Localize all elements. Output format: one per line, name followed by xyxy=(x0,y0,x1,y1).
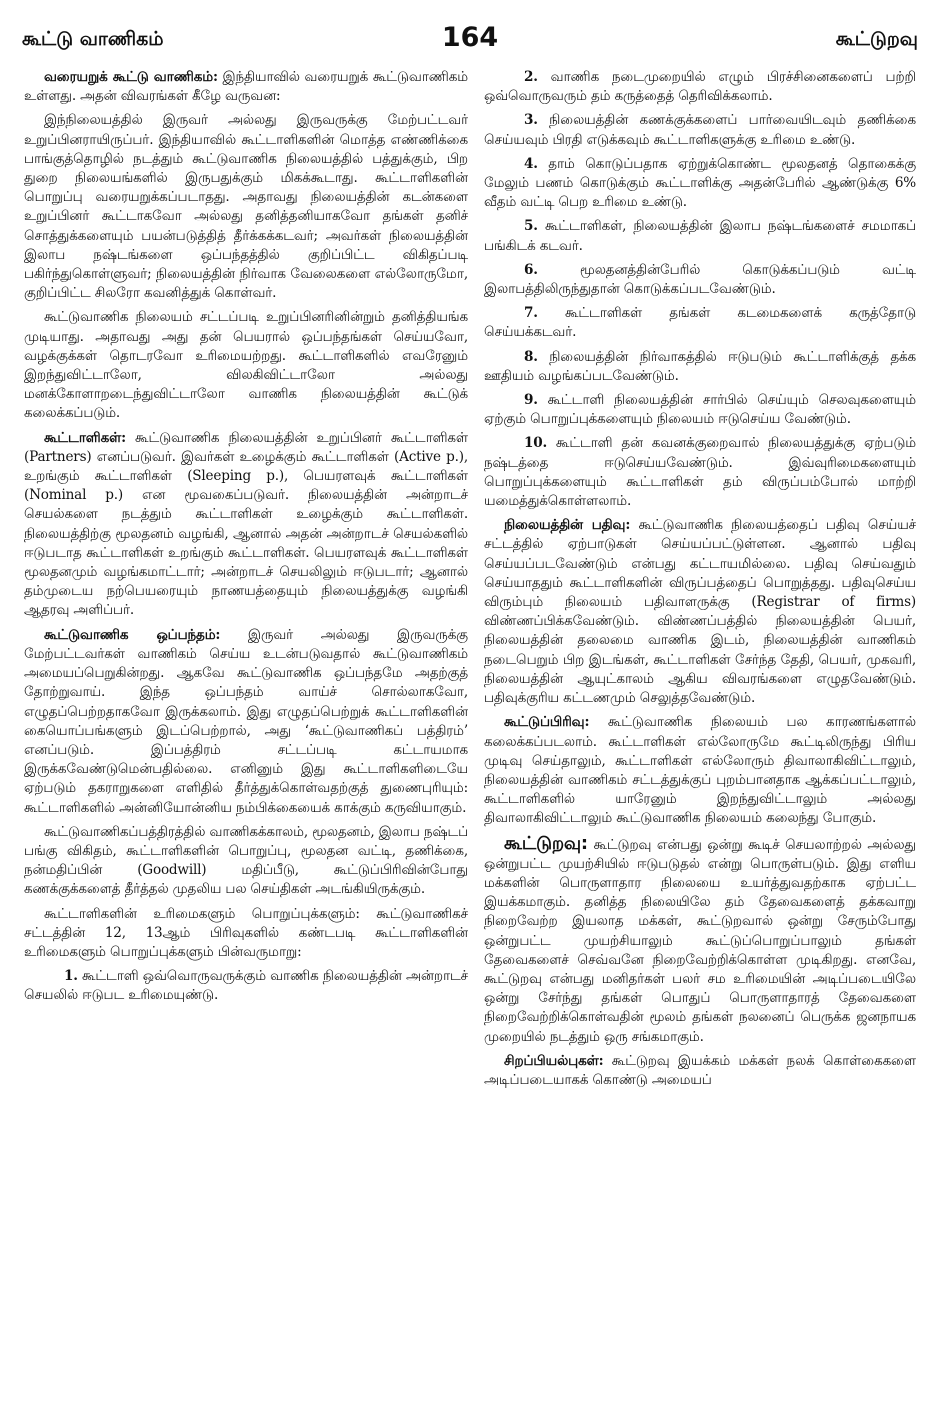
paragraph xyxy=(484,834,916,1047)
paragraph-text: கூட்டாளி ஒவ்வொருவருக்கும் வாணிக நிலையத்தின் அன்றாடச் செயலில் ஈடுபட உரிமையுண்டு. xyxy=(24,968,468,1004)
paragraph-text: கூட்டுவாணிக நிலையம் சட்டப்படி உறுப்பினரினின்றும் தனித்தியங்க முடியாது. அதாவது அது தன் பெயரால் ஒப்பந்தங்கள் செய்யவோ, வழக்குக்கள் தொடரவோ உரிமையற்றது. கூட்டாளிகளில் எவரேனும் இறந்துவிட்டாலோ, விலகிவிட்டாலோ அல்லது மனக்கோளாறடைந்துவிட்டாலோ வாணிக நிலையத்தின் கூட்டுக் கலைக்கப்படும். xyxy=(24,309,468,422)
paragraph-lead: கூட்டுவாணிக ஒப்பந்தம்: xyxy=(44,626,221,643)
paragraph-lead: கூட்டுப்பிரிவு: xyxy=(504,714,590,731)
paragraph xyxy=(24,905,468,963)
paragraph-lead: சிறப்பியல்புகள்: xyxy=(504,1052,604,1069)
paragraph xyxy=(484,217,916,255)
item-number: 2. xyxy=(524,69,538,85)
paragraph xyxy=(484,1052,916,1090)
paragraph-text: நிலையத்தின் நிர்வாகத்தில் ஈடுபடும் கூட்டாளிக்குத் தக்க ஊதியம் வழங்கப்படவேண்டும். xyxy=(484,348,916,384)
paragraph xyxy=(484,434,916,511)
paragraph-text: நிலையத்தின் கணக்குக்களைப் பார்வையிடவும் தணிக்கை செய்யவும் பிரதி எடுக்கவும் கூட்டாளிகளுக்கு உரிமை உண்டு. xyxy=(484,112,916,148)
paragraph xyxy=(484,111,916,149)
paragraph-text: கூட்டாளி தன் கவனக்குறைவால் நிலையத்துக்கு ஏற்படும் நஷ்டத்தை ஈடுசெய்யவேண்டும். இவ்வுரிமைகளையும் பொறுப்புக்களையும் கூட்டாளிகள் தம் விருப்பம்போல் மாற்றி யமைத்துக்கொள்ளலாம். xyxy=(484,435,916,510)
page-number: 164 xyxy=(441,22,499,53)
paragraph-lead: கூட்டாளிகள்: xyxy=(44,429,126,446)
paragraph xyxy=(24,823,468,900)
paragraph xyxy=(484,304,916,342)
paragraph-text: கூட்டுவாணிகப்பத்திரத்தில் வாணிகக்காலம், மூலதனம், இலாப நஷ்டப் பங்கு விகிதம், கூட்டாளிகளின் பொறுப்பு, மூலதன வட்டி, தணிக்கை, நன்மதிப்பின் (Goodwill) மதிப்பீடு, கூட்டுப்பிரிவின்போது கணக்குக்களைத் தீர்த்தல் முதலிய பல செய்திகள் அடங்கியிருக்கும். xyxy=(24,823,468,898)
item-number: 10. xyxy=(524,435,548,452)
left-column xyxy=(24,68,468,1408)
paragraph xyxy=(484,348,916,386)
running-head-right: கூட்டுறவு xyxy=(835,28,918,50)
paragraph-text: வாணிக நடைமுறையில் எழும் பிரச்சினைகளைப் பற்றி ஒவ்வொருவரும் தம் கருத்தைத் தெரிவிக்கலாம். xyxy=(484,69,916,105)
paragraph-text: இருவர் அல்லது இருவருக்கு மேற்பட்டவர்கள் வாணிகம் செய்ய உடன்படுவதால் கூட்டுவாணிகம் அமையப்பெறுகின்றது. ஆகவே கூட்டுவாணிக ஒப்பந்தமே அதற்குத் தோற்றுவாய். இந்த ஒப்பந்தம் வாய்ச் சொல்லாகவோ, எழுதப்பெற்றதாகவோ இருக்கலாம். இது எழுதப்பெற்றுக் கூட்டாளிகளின் கையொப்பங்களும் இடப்பெற்றால், அது ‘கூட்டுவாணிகப் பத்திரம்’ எனப்படும். இப்பத்திரம் சட்டப்படி கட்டாயமாக இருக்கவேண்டுமென்பதில்லை. எனினும் இது கூட்டாளிகளிடையே ஏற்படும் தகராறுகளை எளிதில் தீர்த்துக்கொள்வதற்குத் துணைபுரியும்: கூட்டாளிகளில் அன்னியோன்னிய நம்பிக்கையைக் காக்கும் கருவியாகும். xyxy=(24,626,468,816)
paragraph-lead: கூட்டுறவு: xyxy=(504,832,588,854)
paragraph-lead: நிலையத்தின் பதிவு: xyxy=(504,517,631,534)
paragraph xyxy=(484,713,916,828)
paragraph-text: கூட்டாளி நிலையத்தின் சார்பில் செய்யும் செலவுகளையும் ஏற்கும் பொறுப்புக்களையும் நிலையம் ஈடுசெய்ய வேண்டும். xyxy=(484,392,916,428)
paragraph-text: மூலதனத்தின்பேரில் கொடுக்கப்படும் வட்டி இலாபத்திலிருந்துதான் கொடுக்கப்படவேண்டும். xyxy=(484,261,916,298)
paragraph xyxy=(24,111,468,303)
paragraph-text: கூட்டுவாணிக நிலையம் பல காரணங்களால் கலைக்கப்படலாம். கூட்டாளிகள் எல்லோருமே கூட்டிலிருந்து பிரிய முடிவு செய்தாலும், கூட்டாளிகள் எல்லோரும் திவாலாகிவிட்டாலும், நிலையத்தின் வாணிகம் சட்டத்துக்குப் புறம்பானதாக ஆக்கப்பட்டாலும், கூட்டாளிகளில் யாரேனும் இறந்துவிட்டாலும் அல்லது திவாலாகிவிட்டாலும் கூட்டுவாணிக நிலையம் கலைந்து போகும். xyxy=(484,714,916,827)
item-number: 9. xyxy=(524,392,538,409)
paragraph-text: கூட்டுவாணிக நிலையத்தின் உறுப்பினர் கூட்டாளிகள் (Partners) எனப்படுவர். இவர்கள் உழைக்கும் கூட்டாளிகள் (Active p.), உறங்கும் கூட்டாளிகள் (Sleeping p.), பெயரளவுக் கூட்டாளிகள் (Nominal p.) என மூவகைப்படுவர். நிலையத்தின் அன்றாடச் செயல்களை நடத்தும் கூட்டாளிகள் உழைக்கும் கூட்டாளிகள். நிலையத்திற்கு மூலதனம் வழங்கி, ஆனால் அதன் அன்றாடச் செயல்களில் ஈடுபடாத கூட்டாளிகள் உறங்கும் கூட்டாளிகள். பெயரளவுக் கூட்டாளிகள் மூலதனமும் வழங்கமாட்டார்; அன்றாடச் செயலிலும் ஈடுபடார்; ஆனால் தம்முடைய நற்பெயரையும் நாணயத்தையும் நிலையத்துக்கு வழங்கி ஆதரவு அளிப்பர். xyxy=(24,429,468,619)
paragraph-text: கூட்டாளிகள் தங்கள் கடமைகளைக் கருத்தோடு செய்யக்கடவர். xyxy=(484,305,916,341)
paragraph xyxy=(484,261,916,299)
paragraph-lead: வரையறுக் கூட்டு வாணிகம்: xyxy=(44,69,218,85)
paragraph xyxy=(484,391,916,429)
paragraph-text: தாம் கொடுப்பதாக ஏற்றுக்கொண்ட மூலதனத் தொகைக்கு மேலும் பணம் கொடுக்கும் கூட்டாளிக்கு அதன்பேரில் ஆண்டுக்கு 6% வீதம் வட்டி பெற உரிமை உண்டு. xyxy=(484,155,916,211)
item-number: 6. xyxy=(524,261,538,278)
paragraph-text: கூட்டாளிகள், நிலையத்தின் இலாப நஷ்டங்களைச் சமமாகப் பங்கிடக் கடவர். xyxy=(484,218,916,254)
paragraph xyxy=(484,516,916,708)
paragraph xyxy=(24,967,468,1005)
paragraph xyxy=(484,155,916,213)
paragraph xyxy=(24,68,468,106)
right-column xyxy=(484,68,916,1408)
paragraph xyxy=(24,429,468,621)
page-header xyxy=(22,22,918,62)
paragraph-text: இந்தியாவில் வரையறுக் கூட்டுவாணிகம் உள்ளது. அதன் விவரங்கள் கீழே வருவன: xyxy=(24,69,468,105)
item-number: 4. xyxy=(524,155,538,172)
item-number: 5. xyxy=(524,218,538,235)
paragraph-text: இந்நிலையத்தில் இருவர் அல்லது இருவருக்கு மேற்பட்டவர் உறுப்பினராயிருப்பர். இந்தியாவில் கூட்டாளிகளின் மொத்த எண்ணிக்கை பாங்குத்தொழில் நடத்தும் கூட்டுவாணிக நிலையத்தில் பத்துக்கும், பிற துறை நிலையங்களில் இருபதுக்கும் மிகக்கூடாது. கூட்டாளிகளின் பொறுப்பு வரையறுக்கப்படாதது. அதாவது நிலையத்தின் கடன்களை உறுப்பினர் கூட்டாகவோ அல்லது தனித்தனியாகவோ தங்கள் தனிச் சொத்துக்களையும் பயன்படுத்தித் தீர்க்கக்கடவர்; அவர்கள் நிலையத்தின் இலாப நஷ்டங்களை ஒப்பந்தத்தில் குறிப்பிட்ட விகிதப்படி பகிர்ந்துகொள்ளுவர்; நிலையத்தின் நிர்வாக வேலைகளை எல்லோருமோ, குறிப்பிட்ட சிலரோ கவனித்துக் கொள்வர். xyxy=(24,112,468,302)
paragraph xyxy=(24,626,468,818)
paragraph-text: கூட்டாளிகளின் உரிமைகளும் பொறுப்புக்களும்: கூட்டுவாணிகச் சட்டத்தின் 12, 13ஆம் பிரிவுகளில் கண்டபடி கூட்டாளிகளின் உரிமைகளும் பொறுப்புக்களும் பின்வருமாறு: xyxy=(24,905,468,960)
paragraph xyxy=(484,68,916,106)
item-number: 8. xyxy=(524,348,538,365)
paragraph-text: கூட்டுறவு என்பது ஒன்று கூடிச் செயலாற்றல் அல்லது ஒன்றுபட்ட முயற்சியில் ஈடுபடுதல் என்று பொருள்படும். இது எளிய மக்களின் பொருளாதார நிலையை உயர்த்துவதற்காக ஏற்பட்ட இயக்கமாகும். தனித்த நிலையிலே தம் தேவைகளைத் தக்கவாறு நிறைவேற்ற இயலாத மக்கள், கூட்டுறவால் ஒன்று சேரும்போது ஒன்றுபட்ட முயற்சியாலும் கூட்டுப்பொறுப்பாலும் தங்கள் தேவைகளைச் செவ்வனே நிறைவேற்றிக்கொள்ள முடிகிறது. எனவே, கூட்டுறவு என்பது மனிதர்கள் பலர் சம உரிமையின் அடிப்படையிலே ஒன்று சேர்ந்து தங்கள் பொதுப் பொருளாதாரத் தேவைகளை நிறைவேற்றிக்கொள்வதின் மூலம் தங்கள் நலனைப் பெருக்க ஜனநாயக முறையில் நடத்தும் ஒரு சங்கமாகும். xyxy=(484,836,916,1045)
paragraph-text: கூட்டுறவு இயக்கம் மக்கள் நலக் கொள்கைகளை அடிப்படையாகக் கொண்டு அமையப் xyxy=(484,1052,916,1088)
running-head-left: கூட்டு வாணிகம் xyxy=(22,28,164,50)
item-number: 1. xyxy=(64,968,78,985)
item-number: 7. xyxy=(524,305,538,322)
paragraph-text: கூட்டுவாணிக நிலையத்தைப் பதிவு செய்யச் சட்டத்தில் ஏற்பாடுகள் செய்யப்பட்டுள்ளன. ஆனால் பதிவு செய்யப்படவேண்டும் என்பது கட்டாயமில்லை. பதிவு செய்வதும் செய்யாததும் கூட்டாளிகளின் விருப்பத்தைப் பொறுத்தது. பதிவுசெய்ய விரும்பும் நிலையம் பதிவாளருக்கு (Registrar of firms) விண்ணப்பிக்கவேண்டும். விண்ணப்பத்தில் நிலையத்தின் பெயர், நிலையத்தின் தலைமை வாணிக இடம், நிலையத்தின் வாணிகம் நடைபெறும் பிற இடங்கள், கூட்டாளிகள் சேர்ந்த தேதி, பெயர், முகவரி, நிலையத்தின் ஆயுட்காலம் ஆகிய விவரங்களை எழுதவேண்டும். பதிவுக்குரிய கட்டணமும் செலுத்தவேண்டும். xyxy=(484,517,916,707)
item-number: 3. xyxy=(524,112,538,129)
paragraph xyxy=(24,308,468,423)
